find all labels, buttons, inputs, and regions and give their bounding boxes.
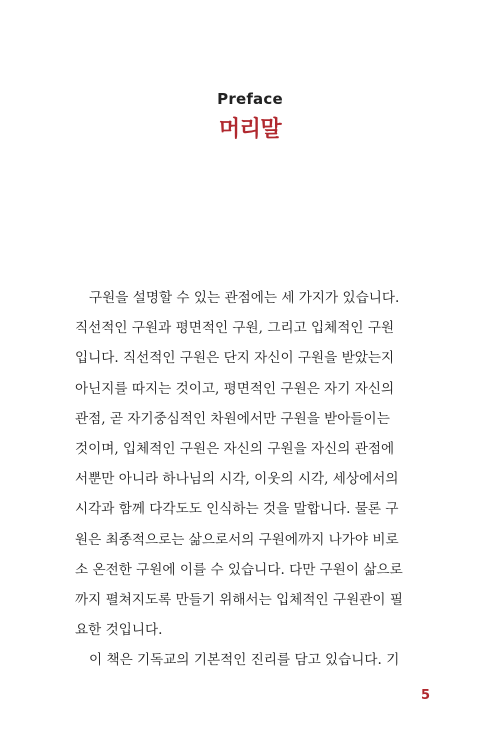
body-line: 까지 펼쳐지도록 만들기 위해서는 입체적인 구원관이 필 (75, 591, 403, 608)
body-line: 요한 것입니다. (75, 622, 163, 639)
body-line: 시각과 함께 다각도도 인식하는 것을 말합니다. 물론 구 (75, 501, 399, 518)
preface-label: Preface (217, 90, 283, 108)
page-title: 머리말 (218, 117, 282, 142)
body-line: 이 책은 기독교의 기본적인 진리를 담고 있습니다. 기 (89, 652, 400, 669)
body-line: 아닌지를 따지는 것이고, 평면적인 구원은 자기 자신의 (75, 380, 395, 397)
body-line: 것이며, 입체적인 구원은 자신의 구원을 자신의 관점에 (75, 440, 395, 457)
body-line: 서뿐만 아니라 하나님의 시각, 이웃의 시각, 세상에서의 (75, 471, 399, 488)
preface-body (75, 283, 427, 675)
page-number: 5 (420, 688, 430, 703)
body-line: 구원을 설명할 수 있는 관점에는 세 가지가 있습니다. (89, 290, 400, 306)
body-line: 관점, 곧 자기중심적인 차원에서만 구원을 받아들이는 (75, 410, 390, 427)
body-line: 원은 최종적으로는 삶으로서의 구원에까지 나가야 비로 (75, 531, 399, 548)
body-line: 입니다. 직선적인 구원은 단지 자신이 구원을 받았는지 (75, 350, 395, 367)
body-line: 직선적인 구원과 평면적인 구원, 그리고 입체적인 구원 (75, 320, 395, 337)
body-line: 소 온전한 구원에 이를 수 있습니다. 다만 구원이 삶으로 (75, 561, 403, 578)
